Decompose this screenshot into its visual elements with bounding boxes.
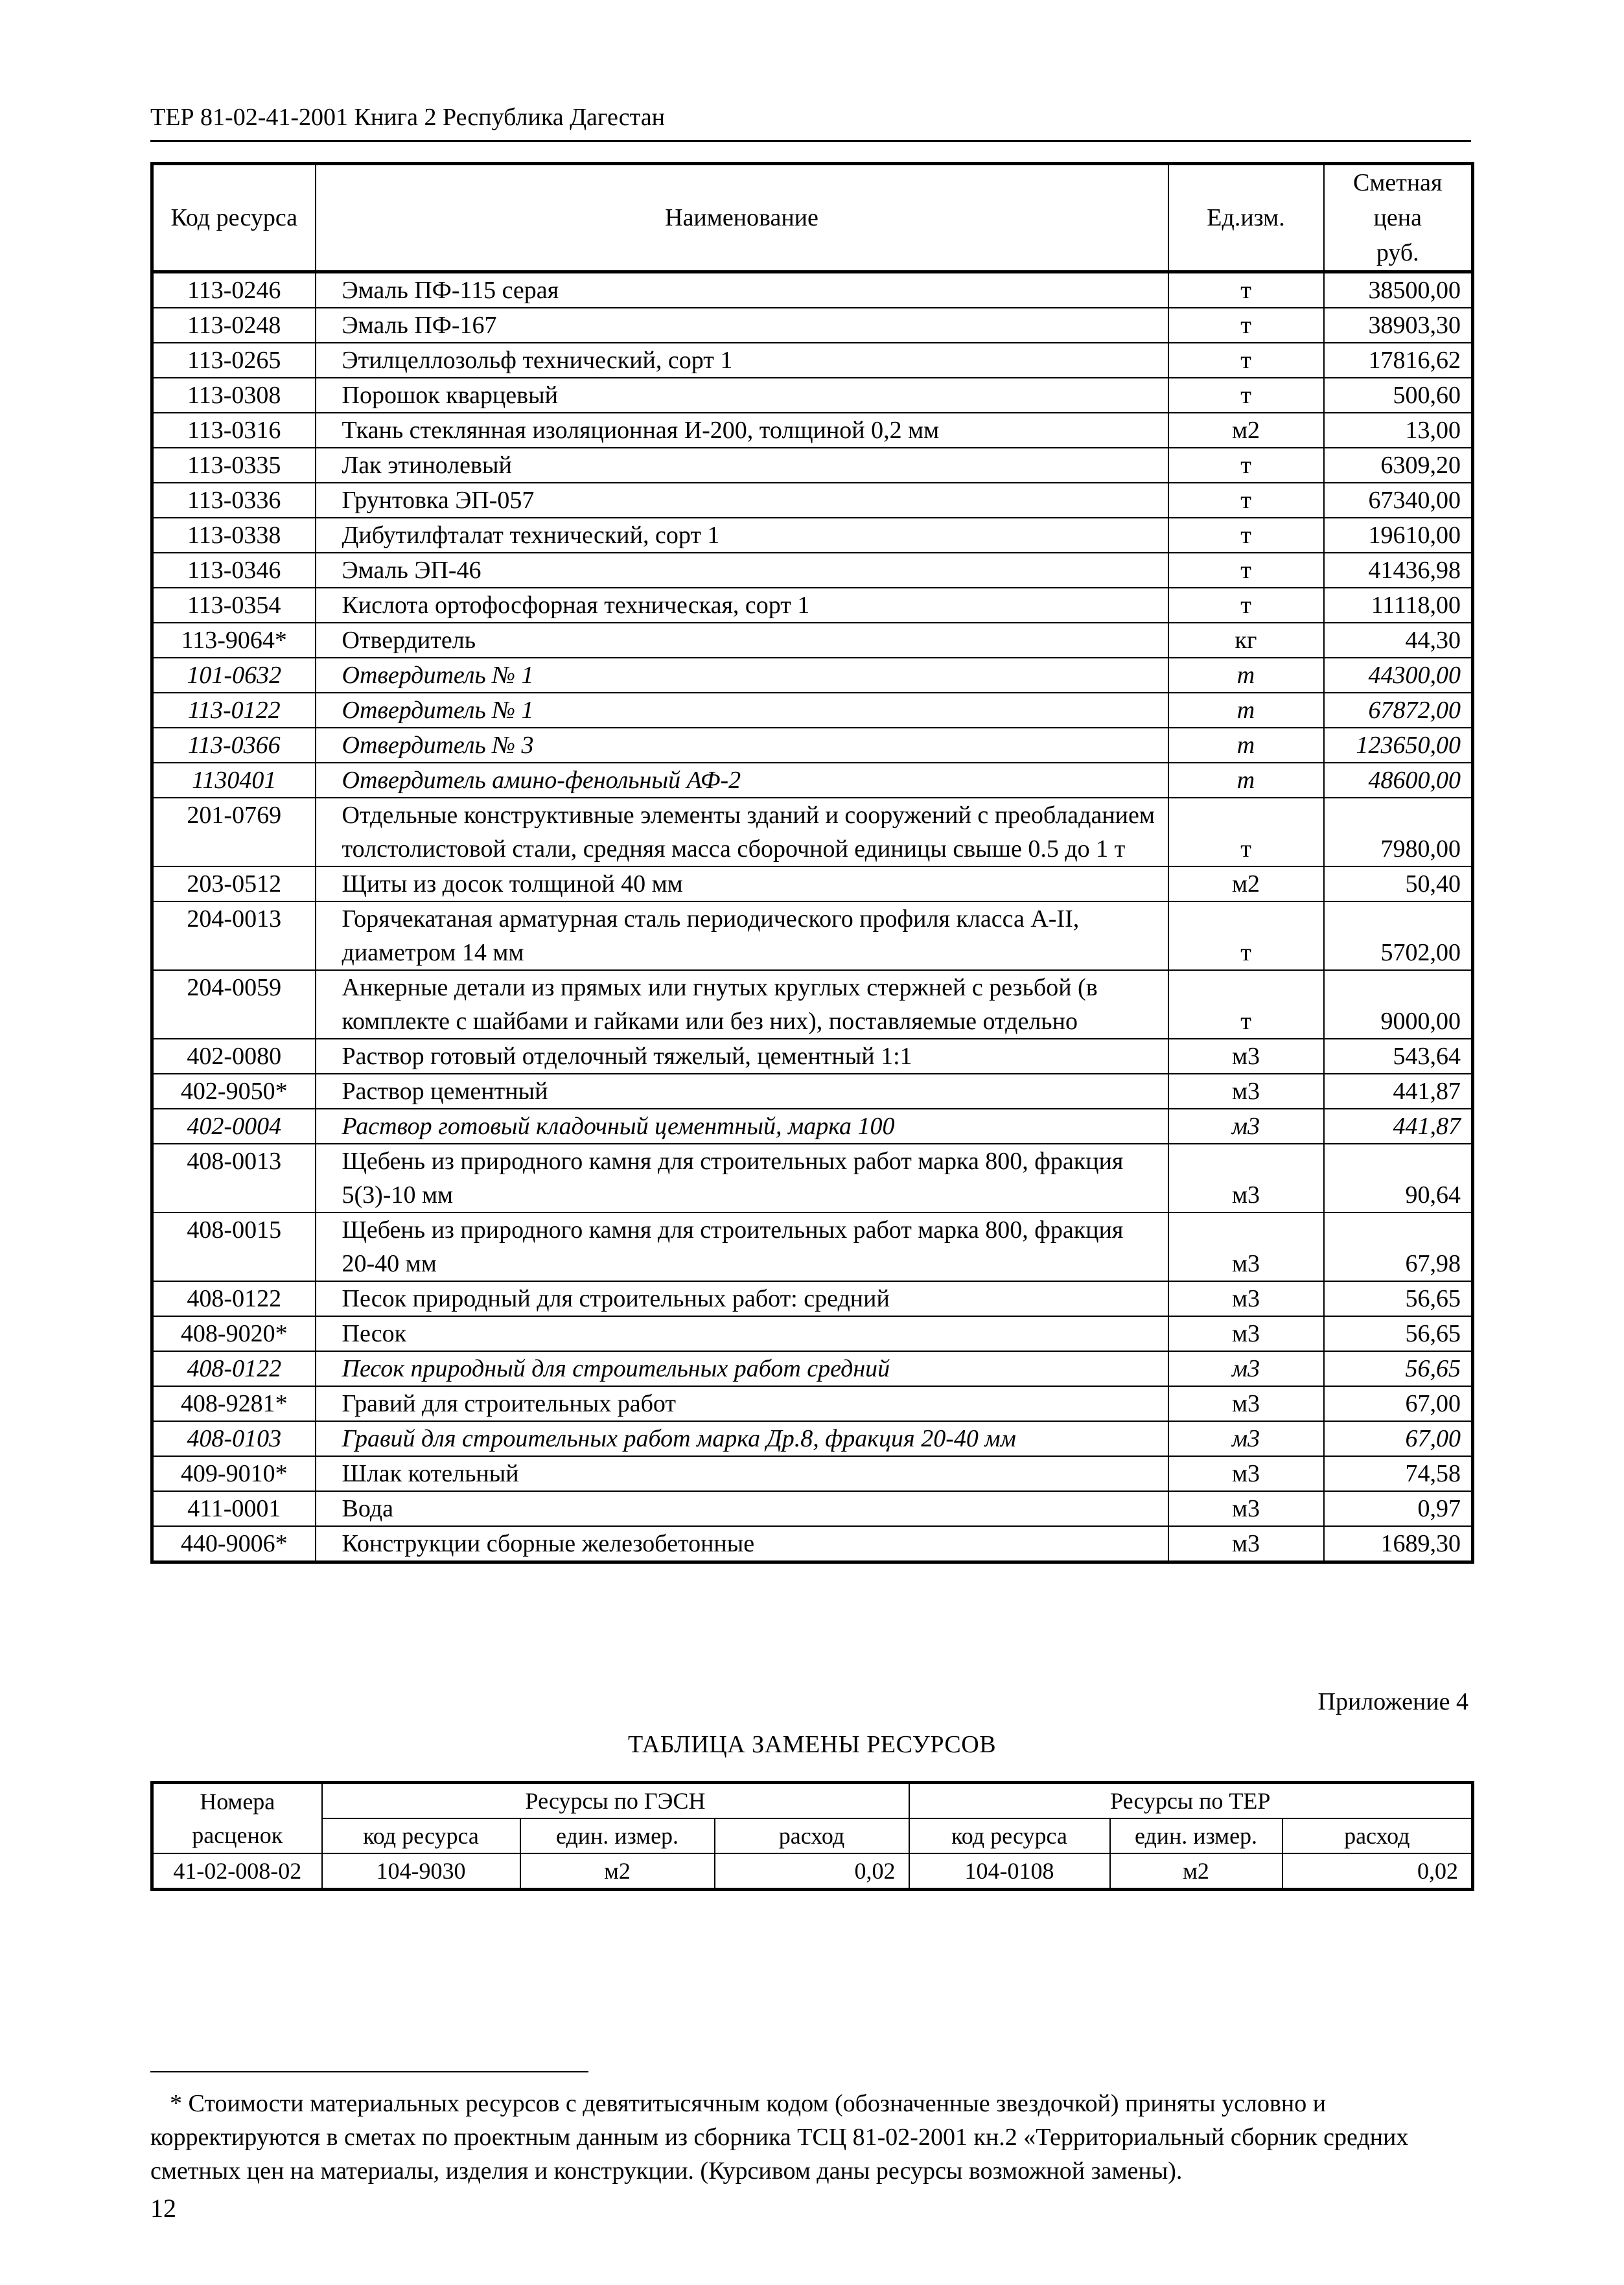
ter-code-header: код ресурса (909, 1818, 1110, 1853)
resource-unit: м3 (1168, 1074, 1324, 1109)
resource-code: 203-0512 (152, 866, 316, 901)
resource-code: 204-0059 (152, 970, 316, 1039)
resource-price: 441,87 (1324, 1109, 1473, 1144)
ter-consumption-header: расход (1282, 1818, 1473, 1853)
resource-unit: м3 (1168, 1039, 1324, 1074)
table-row (152, 448, 1473, 483)
table-row (152, 483, 1473, 518)
gesn-resources-header: Ресурсы по ГЭСН (322, 1783, 909, 1819)
table-row (152, 1212, 1473, 1281)
resource-price: 44300,00 (1324, 658, 1473, 693)
resource-code: 408-0122 (152, 1281, 316, 1316)
resource-unit: т (1168, 308, 1324, 343)
resource-name: Вода (316, 1491, 1168, 1526)
resource-name: Отвердитель № 3 (316, 728, 1168, 763)
resource-unit: т (1168, 553, 1324, 588)
resource-code: 408-0122 (152, 1351, 316, 1386)
resource-name: Порошок кварцевый (316, 378, 1168, 413)
table-row (152, 413, 1473, 448)
resource-code: 113-0316 (152, 413, 316, 448)
table-row (152, 1351, 1473, 1386)
table-row (152, 763, 1473, 798)
resource-unit: м3 (1168, 1456, 1324, 1491)
resource-name: Песок природный для строительных работ средний (316, 1351, 1168, 1386)
resource-name: Эмаль ПФ-115 серая (316, 272, 1168, 308)
resource-price: 56,65 (1324, 1351, 1473, 1386)
table-row (152, 1421, 1473, 1456)
resource-name: Раствор цементный (316, 1074, 1168, 1109)
resource-unit: м3 (1168, 1281, 1324, 1316)
resource-code: 113-0308 (152, 378, 316, 413)
resource-price-table (150, 162, 1474, 1564)
replacement-table-title: ТАБЛИЦА ЗАМЕНЫ РЕСУРСОВ (627, 1731, 997, 1758)
resource-unit: м3 (1168, 1144, 1324, 1212)
resource-unit: т (1168, 483, 1324, 518)
resource-code: 1130401 (152, 763, 316, 798)
resource-code: 113-0248 (152, 308, 316, 343)
resource-unit: т (1168, 378, 1324, 413)
resource-code: 113-0366 (152, 728, 316, 763)
table-row (152, 901, 1473, 970)
resource-unit: т (1168, 343, 1324, 378)
table-row (152, 1316, 1473, 1351)
table-row (152, 658, 1473, 693)
resource-name: Отвердитель № 1 (316, 658, 1168, 693)
resource-unit: м3 (1168, 1109, 1324, 1144)
resource-code: 408-0015 (152, 1212, 316, 1281)
table-row (152, 798, 1473, 866)
resource-unit: т (1168, 588, 1324, 623)
resource-code: 113-0122 (152, 693, 316, 728)
resource-unit: м3 (1168, 1421, 1324, 1456)
ter-consumption: 0,02 (1282, 1853, 1473, 1890)
table-row (152, 553, 1473, 588)
resource-name: Щебень из природного камня для строительных работ марка 800, фракция 5(3)-10 мм (316, 1144, 1168, 1212)
ter-resources-header: Ресурсы по ТЕР (909, 1783, 1473, 1819)
resource-name: Шлак котельный (316, 1456, 1168, 1491)
resource-code: 409-9010* (152, 1456, 316, 1491)
resource-code: 440-9006* (152, 1526, 316, 1562)
table-row (152, 378, 1473, 413)
table-row (152, 1456, 1473, 1491)
resource-price: 90,64 (1324, 1144, 1473, 1212)
resource-name: Этилцеллозольф технический, сорт 1 (316, 343, 1168, 378)
resource-name: Раствор готовый отделочный тяжелый, цементный 1:1 (316, 1039, 1168, 1074)
resource-code: 113-0265 (152, 343, 316, 378)
table-row (152, 518, 1473, 553)
resource-price: 123650,00 (1324, 728, 1473, 763)
resource-name: Щиты из досок толщиной 40 мм (316, 866, 1168, 901)
resource-code: 113-0338 (152, 518, 316, 553)
resource-price: 0,97 (1324, 1491, 1473, 1526)
ter-code: 104-0108 (909, 1853, 1110, 1890)
table-row (152, 308, 1473, 343)
resource-code: 408-9020* (152, 1316, 316, 1351)
resource-unit: т (1168, 798, 1324, 866)
gesn-consumption-header: расход (715, 1818, 909, 1853)
resource-price: 67872,00 (1324, 693, 1473, 728)
table-body (152, 272, 1473, 1562)
table-header-row (152, 164, 1473, 272)
resource-name: Эмаль ЭП-46 (316, 553, 1168, 588)
column-header-unit: Ед.изм. (1168, 164, 1324, 272)
resource-code: 113-9064* (152, 623, 316, 658)
resource-name: Гравий для строительных работ (316, 1386, 1168, 1421)
resource-price: 67,00 (1324, 1421, 1473, 1456)
resource-code: 402-0004 (152, 1109, 316, 1144)
ter-unit: м2 (1110, 1853, 1282, 1890)
resource-replacement-table (150, 1781, 1474, 1891)
resource-price: 56,65 (1324, 1316, 1473, 1351)
resource-name: Дибутилфталат технический, сорт 1 (316, 518, 1168, 553)
resource-unit: т (1168, 693, 1324, 728)
rates-header-line2: расценок (192, 1822, 283, 1848)
resource-unit: м3 (1168, 1212, 1324, 1281)
resource-price: 500,60 (1324, 378, 1473, 413)
price-header-line1: Сметная цена (1352, 169, 1443, 231)
resource-name: Песок (316, 1316, 1168, 1351)
table-row (152, 1281, 1473, 1316)
resource-code: 113-0246 (152, 272, 316, 308)
resource-code: 113-0335 (152, 448, 316, 483)
resource-unit: т (1168, 272, 1324, 308)
table-row (152, 1109, 1473, 1144)
resource-price: 67340,00 (1324, 483, 1473, 518)
footnote-divider (150, 2071, 588, 2072)
resource-unit: м3 (1168, 1351, 1324, 1386)
table-row (152, 970, 1473, 1039)
resource-price: 7980,00 (1324, 798, 1473, 866)
gesn-code-header: код ресурса (322, 1818, 520, 1853)
resource-price: 48600,00 (1324, 763, 1473, 798)
resource-price: 543,64 (1324, 1039, 1473, 1074)
resource-price: 9000,00 (1324, 970, 1473, 1039)
resource-unit: т (1168, 970, 1324, 1039)
resource-price: 44,30 (1324, 623, 1473, 658)
resource-code: 113-0354 (152, 588, 316, 623)
resource-price: 11118,00 (1324, 588, 1473, 623)
resource-price: 19610,00 (1324, 518, 1473, 553)
table-row (152, 1039, 1473, 1074)
resource-name: Отвердитель № 1 (316, 693, 1168, 728)
resource-price: 6309,20 (1324, 448, 1473, 483)
table-row (152, 1144, 1473, 1212)
resource-unit: т (1168, 658, 1324, 693)
resource-price: 38903,30 (1324, 308, 1473, 343)
resource-unit: м2 (1168, 866, 1324, 901)
rates-header-line1: Номера (200, 1789, 275, 1815)
resource-unit: т (1168, 901, 1324, 970)
resource-unit: м3 (1168, 1316, 1324, 1351)
resource-unit: м3 (1168, 1526, 1324, 1562)
resource-unit: т (1168, 518, 1324, 553)
resource-price: 441,87 (1324, 1074, 1473, 1109)
price-header-line2: руб. (1376, 239, 1419, 266)
resource-unit: м2 (1168, 413, 1324, 448)
resource-price: 13,00 (1324, 413, 1473, 448)
rates-header (152, 1783, 322, 1854)
rate-number: 41-02-008-02 (152, 1853, 322, 1890)
resource-name: Горячекатаная арматурная сталь периодического профиля класса А-II, диаметром 14 мм (316, 901, 1168, 970)
resource-name: Песок природный для строительных работ: средний (316, 1281, 1168, 1316)
resource-name: Грунтовка ЭП-057 (316, 483, 1168, 518)
resource-name: Эмаль ПФ-167 (316, 308, 1168, 343)
resource-code: 402-9050* (152, 1074, 316, 1109)
table-row (152, 623, 1473, 658)
column-header-name: Наименование (316, 164, 1168, 272)
resource-code: 411-0001 (152, 1491, 316, 1526)
gesn-consumption: 0,02 (715, 1853, 909, 1890)
column-header-price (1324, 164, 1473, 272)
resource-price: 41436,98 (1324, 553, 1473, 588)
table-row (152, 1074, 1473, 1109)
resource-unit: т (1168, 728, 1324, 763)
resource-code: 204-0013 (152, 901, 316, 970)
resource-price: 5702,00 (1324, 901, 1473, 970)
table-row (152, 866, 1473, 901)
resource-name: Раствор готовый кладочный цементный, марка 100 (316, 1109, 1168, 1144)
resource-name: Гравий для строительных работ марка Др.8, фракция 20-40 мм (316, 1421, 1168, 1456)
resource-name: Отдельные конструктивные элементы зданий и сооружений с преобладанием толстолистовой стали, средняя масса сборочной единицы свыше 0.5 до 1 т (316, 798, 1168, 866)
appendix-label: Приложение 4 (1317, 1688, 1468, 1715)
resource-name: Конструкции сборные железобетонные (316, 1526, 1168, 1562)
document-header: ТЕР 81-02-41-2001 Книга 2 Республика Дагестан (150, 104, 665, 131)
resource-code: 402-0080 (152, 1039, 316, 1074)
resource-name: Щебень из природного камня для строительных работ марка 800, фракция 20-40 мм (316, 1212, 1168, 1281)
resource-price: 67,98 (1324, 1212, 1473, 1281)
resource-price: 1689,30 (1324, 1526, 1473, 1562)
resource-code: 408-9281* (152, 1386, 316, 1421)
resource-price: 74,58 (1324, 1456, 1473, 1491)
resource-name: Лак этинолевый (316, 448, 1168, 483)
resource-name: Ткань стеклянная изоляционная И-200, толщиной 0,2 мм (316, 413, 1168, 448)
resource-price: 17816,62 (1324, 343, 1473, 378)
resource-name: Отвердитель амино-фенольный АФ-2 (316, 763, 1168, 798)
footnote: * Стоимости материальных ресурсов с девятитысячным кодом (обозначенные звездочкой) приняты условно и корректируются в сметах по проектным данным из сборника ТСЦ 81-02-2001 кн.2 «Территориальный сборник средних сметных цен на материалы, изделия и конструкции. (Курсивом даны ресурсы возможной замены). (150, 2090, 1409, 2185)
gesn-unit-header: един. измер. (520, 1818, 715, 1853)
table-row (152, 343, 1473, 378)
resource-unit: кг (1168, 623, 1324, 658)
resource-code: 408-0013 (152, 1144, 316, 1212)
resource-unit: м3 (1168, 1386, 1324, 1421)
resource-name: Кислота ортофосфорная техническая, сорт 1 (316, 588, 1168, 623)
resource-price: 38500,00 (1324, 272, 1473, 308)
table-row (152, 693, 1473, 728)
resource-code: 101-0632 (152, 658, 316, 693)
ter-unit-header: един. измер. (1110, 1818, 1282, 1853)
column-header-code: Код ресурса (152, 164, 316, 272)
replacement-header-row-2 (152, 1818, 1473, 1853)
table-row (152, 1491, 1473, 1526)
resource-unit: т (1168, 763, 1324, 798)
resource-name: Отвердитель (316, 623, 1168, 658)
table-row (152, 1386, 1473, 1421)
table-row (152, 728, 1473, 763)
table-row (152, 588, 1473, 623)
resource-code: 113-0346 (152, 553, 316, 588)
resource-unit: т (1168, 448, 1324, 483)
resource-code: 201-0769 (152, 798, 316, 866)
replacement-header-row-1 (152, 1783, 1473, 1819)
resource-code: 408-0103 (152, 1421, 316, 1456)
resource-price: 50,40 (1324, 866, 1473, 901)
resource-unit: м3 (1168, 1491, 1324, 1526)
resource-price: 56,65 (1324, 1281, 1473, 1316)
gesn-unit: м2 (520, 1853, 715, 1890)
replacement-row (152, 1853, 1473, 1890)
resource-price: 67,00 (1324, 1386, 1473, 1421)
resource-code: 113-0336 (152, 483, 316, 518)
resource-name: Анкерные детали из прямых или гнутых круглых стержней с резьбой (в комплекте с шайбами и гайками или без них), поставляемые отдельно (316, 970, 1168, 1039)
header-divider (150, 140, 1471, 142)
table-row (152, 272, 1473, 308)
page-number: 12 (150, 2194, 176, 2223)
gesn-code: 104-9030 (322, 1853, 520, 1890)
table-row (152, 1526, 1473, 1562)
